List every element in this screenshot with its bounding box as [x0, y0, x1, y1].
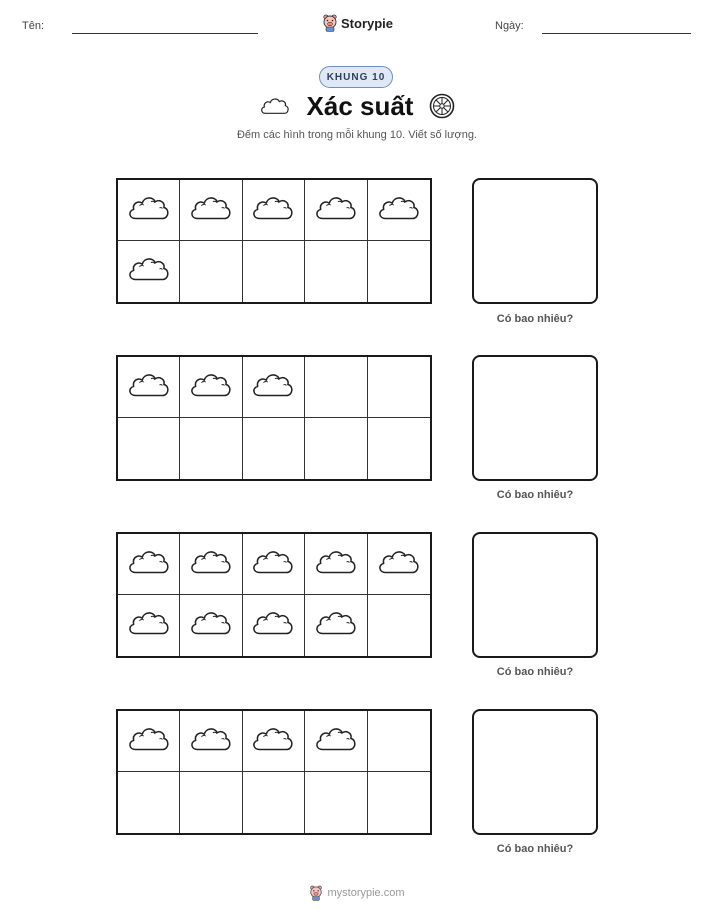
frame-cell: [305, 772, 367, 833]
frame-cell: [305, 241, 367, 302]
frame-cell: [118, 241, 180, 302]
cloud-icon: [188, 192, 234, 229]
pig-mascot-icon: [309, 885, 323, 901]
frame-cell: [118, 772, 180, 833]
frame-cell: [305, 711, 367, 772]
frame-cell: [180, 711, 242, 772]
frame-cell: [305, 534, 367, 595]
cloud-icon: [188, 546, 234, 583]
cloud-icon: [250, 546, 296, 583]
cloud-icon: [126, 607, 172, 644]
cloud-icon: [250, 723, 296, 760]
frame-cell: [180, 534, 242, 595]
answer-label-1: Có bao nhiêu?: [496, 313, 574, 325]
frame-cell: [368, 180, 430, 241]
date-field[interactable]: [542, 33, 691, 34]
cloud-icon: [376, 546, 422, 583]
cloud-icon: [313, 723, 359, 760]
answer-box-2[interactable]: [472, 355, 598, 481]
cloud-icon: [250, 369, 296, 406]
frame-cell: [243, 357, 305, 418]
frame-cell: [368, 711, 430, 772]
frame-cell: [180, 241, 242, 302]
cloud-icon: [126, 253, 172, 290]
frame-cell: [368, 418, 430, 479]
answer-label-2: Có bao nhiêu?: [496, 489, 574, 501]
page-title: Xác suất: [306, 90, 414, 121]
frame-cell: [305, 180, 367, 241]
cloud-icon: [259, 95, 291, 117]
cloud-icon: [313, 607, 359, 644]
brand-name: Storypie: [341, 15, 394, 31]
cloud-icon: [313, 546, 359, 583]
frame-cell: [243, 418, 305, 479]
topic-badge: KHUNG 10: [319, 66, 393, 88]
frame-cell: [243, 711, 305, 772]
frame-cell: [118, 534, 180, 595]
frame-cell: [368, 357, 430, 418]
answer-box-3[interactable]: [472, 532, 598, 658]
answer-box-1[interactable]: [472, 178, 598, 304]
footer: [0, 885, 714, 901]
ten-frame-1: [116, 178, 432, 304]
name-label: Tên:: [22, 20, 45, 32]
frame-cell: [243, 241, 305, 302]
frame-cell: [243, 534, 305, 595]
cloud-icon: [188, 723, 234, 760]
answer-label-3: Có bao nhiêu?: [496, 666, 574, 678]
frame-cell: [243, 180, 305, 241]
cloud-icon: [250, 607, 296, 644]
footer-url: mystorypie.com: [327, 887, 405, 899]
instructions: Đếm các hình trong mỗi khung 10. Viết số lượng.: [236, 129, 477, 141]
frame-cell: [368, 595, 430, 656]
brand-logo: [322, 12, 393, 34]
frame-cell: [180, 772, 242, 833]
cloud-icon: [250, 192, 296, 229]
frame-cell: [368, 534, 430, 595]
frame-cell: [243, 772, 305, 833]
pig-mascot-icon: [322, 14, 338, 32]
frame-cell: [180, 357, 242, 418]
cloud-icon: [313, 192, 359, 229]
ten-frame-2: [116, 355, 432, 481]
cloud-icon: [188, 369, 234, 406]
frame-cell: [118, 180, 180, 241]
cloud-icon: [188, 607, 234, 644]
frame-cell: [305, 595, 367, 656]
frame-cell: [180, 180, 242, 241]
frame-cell: [368, 241, 430, 302]
cloud-icon: [126, 369, 172, 406]
answer-label-4: Có bao nhiêu?: [496, 843, 574, 855]
frame-cell: [118, 418, 180, 479]
name-field[interactable]: [72, 33, 258, 34]
date-label: Ngày:: [495, 20, 524, 32]
frame-cell: [180, 418, 242, 479]
frame-cell: [368, 772, 430, 833]
frame-cell: [118, 357, 180, 418]
cloud-icon: [126, 546, 172, 583]
ten-frame-4: [116, 709, 432, 835]
cloud-icon: [126, 723, 172, 760]
frame-cell: [180, 595, 242, 656]
title-row: [0, 89, 714, 123]
answer-box-4[interactable]: [472, 709, 598, 835]
frame-cell: [118, 595, 180, 656]
cloud-icon: [376, 192, 422, 229]
frame-cell: [118, 711, 180, 772]
ten-frame-3: [116, 532, 432, 658]
frame-cell: [305, 357, 367, 418]
cloud-icon: [126, 192, 172, 229]
frame-cell: [243, 595, 305, 656]
frame-cell: [305, 418, 367, 479]
wheel-icon: [429, 93, 455, 119]
